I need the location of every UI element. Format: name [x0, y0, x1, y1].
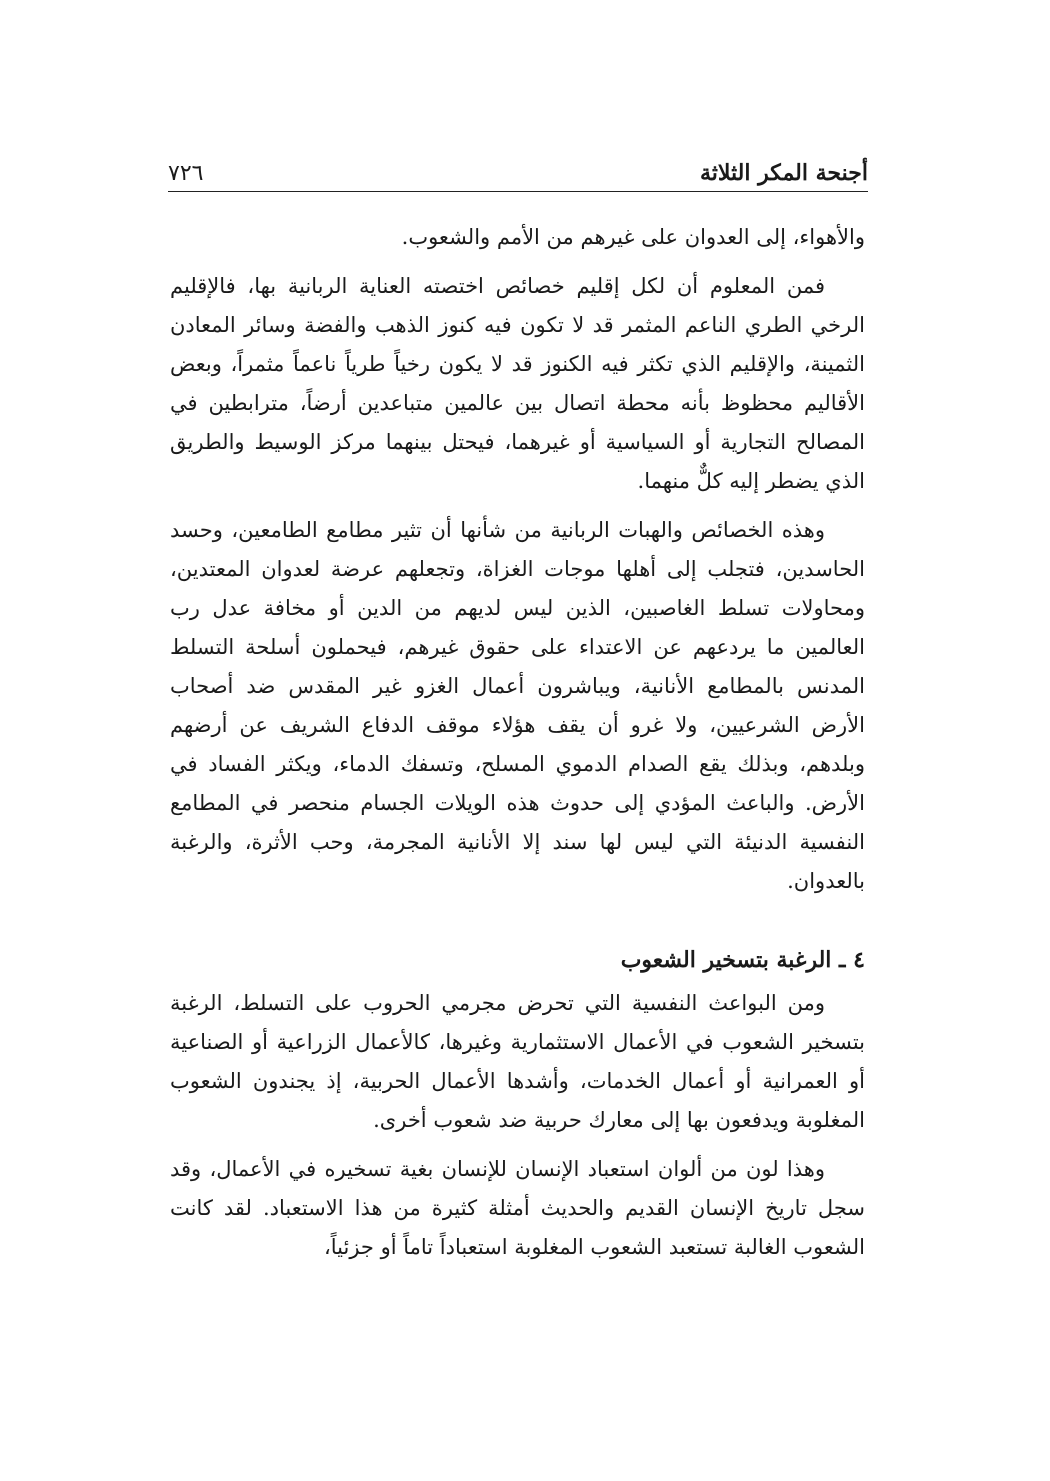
paragraph-continuation: والأهواء، إلى العدوان على غيرهم من الأمم والشعوب.: [401, 225, 865, 249]
header-rule: [168, 191, 868, 192]
paragraph: ومن البواعث النفسية التي تحرض مجرمي الحروب على التسلط، الرغبة بتسخير الشعوب في الأعمال الاستثمارية وغيرها، كالأعمال الزراعية أو الصناعية أو العمرانية أو أعمال الخدمات، وأشدها الأعمال الحربية، إذ يجندون الشعوب المغلوبة ويدفعون بها إلى معارك حربية ضد شعوب أخرى.: [170, 991, 865, 1132]
page-number: ٧٢٦: [168, 161, 204, 186]
paragraph: وهذه الخصائص والهبات الربانية من شأنها أن تثير مطامع الطامعين، وحسد الحاسدين، فتجلب إلى أهلها موجات الغزاة، وتجعلهم عرضة لعدوان المعتدين، ومحاولات تسلط الغاصبين، الذين ليس لديهم من الدين أو مخافة عدل رب العالمين ما يردعهم عن الاعتداء على حقوق غيرهم، فيحملون أسلحة التسلط المدنس بالمطامع الأنانية، ويباشرون أعمال الغزو غير المقدس ضد أصحاب الأرض الشرعيين، ولا غرو أن يقف هؤلاء موقف الدفاع الشريف عن أرضهم وبلدهم، وبذلك يقع الصدام الدموي المسلح، وتسفك الدماء، ويكثر الفساد في الأرض. والباعث المؤدي إلى حدوث هذه الويلات الجسام منحصر في المطامع النفسية الدنيئة التي ليس لها سند إلا الأنانية المجرمة، وحب الأثرة، والرغبة بالعدوان.: [170, 518, 865, 893]
running-header: [168, 150, 868, 186]
page-body: [170, 218, 865, 1277]
paragraph: وهذا لون من ألوان استعباد الإنسان للإنسان بغية تسخيره في الأعمال، وقد سجل تاريخ الإنسان القديم والحديث أمثلة كثيرة من هذا الاستعباد. لقد كانت الشعوب الغالبة تستعبد الشعوب المغلوبة استعباداً تاماً أو جزئياً،: [170, 1157, 865, 1259]
book-title: أجنحة المكر الثلاثة: [700, 160, 868, 186]
section-heading: ٤ ـ الرغبة بتسخير الشعوب: [620, 947, 865, 973]
paragraph: فمن المعلوم أن لكل إقليم خصائص اختصته العناية الربانية بها، فالإقليم الرخي الطري الناعم المثمر قد لا تكون فيه كنوز الذهب والفضة وسائر المعادن الثمينة، والإقليم الذي تكثر فيه الكنوز قد لا يكون رخياً طرياً ناعماً مثمراً، وبعض الأقاليم محظوظ بأنه محطة اتصال بين عالمين متباعدين أرضاً، مترابطين في المصالح التجارية أو السياسية أو غيرهما، فيحتل بينهما مركز الوسيط والطريق الذي يضطر إليه كلٌّ منهما.: [170, 274, 865, 493]
